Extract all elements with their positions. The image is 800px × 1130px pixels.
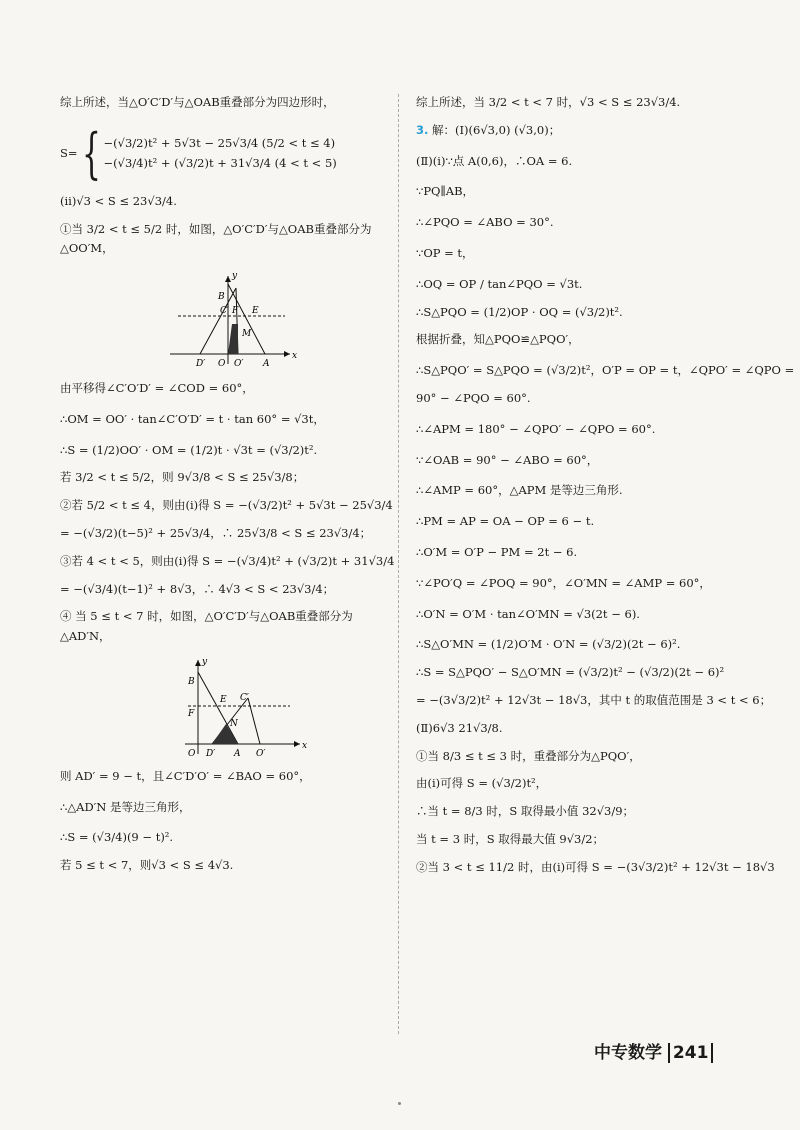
text-line: ∵OP = t， [416, 245, 474, 260]
label-O: O [218, 359, 226, 370]
text-line: ②当 3 < t ≤ 11/2 时，由(ⅰ)可得 S = −(3√3/2)t² + 12√3t − 18√3 [416, 859, 775, 874]
label-x: x [292, 351, 298, 362]
text-line: 由(ⅰ)可得 S = (√3/2)t²， [416, 776, 548, 791]
page-footer [594, 1038, 713, 1063]
label-M: M [242, 329, 252, 340]
label-x: x [302, 740, 308, 751]
formula-lhs: S= [60, 145, 78, 160]
text-line: ∵∠OAB = 90° − ∠ABO = 60°， [416, 452, 599, 467]
text-line: ①当 3/2 < t ≤ 5/2 时，如图，△O′C′D′与△OAB重叠部分为 [60, 221, 372, 236]
text-line: ∵∠PO′Q = ∠POQ = 90°，∠O′MN = ∠AMP = 60°， [416, 575, 711, 590]
right-column [416, 95, 795, 889]
segment-BA [198, 672, 238, 744]
text-line: (Ⅱ)(ⅰ)∵点 A(0,6)，∴OA = 6. [416, 153, 573, 168]
text-line: ∴∠AMP = 60°，△APM 是等边三角形. [416, 483, 623, 498]
figure-2 [60, 654, 404, 758]
text-line: ∴S = (√3/4)(9 − t)². [60, 830, 174, 845]
shaded-region [228, 324, 238, 354]
label-y: y [202, 656, 208, 667]
label-B: B [188, 676, 195, 687]
text-line: 若 3/2 < t ≤ 5/2，则 9√3/8 < S ≤ 25√3/8； [60, 470, 305, 485]
brace-icon: { [81, 121, 101, 185]
formula-case: −(√3/4)t² + (√3/2)t + 31√3/4 (4 < t < 5) [103, 155, 337, 170]
label-F: F [188, 708, 195, 719]
text-line: ∴S = S△PQO′ − S△O′MN = (√3/2)t² − (√3/2)(2t − 6)² [416, 665, 725, 680]
label-C: C′ [220, 306, 229, 317]
text-line: ∴∠APM = 180° − ∠QPO′ − ∠QPO = 60°. [416, 421, 656, 436]
label-y: y [232, 271, 238, 282]
label-F: F [232, 306, 239, 317]
piecewise-formula [60, 121, 404, 185]
text-line: ∴△AD′N 是等边三角形， [60, 799, 191, 814]
text-line: 根据折叠，知△PQO≌△PQO′， [416, 332, 580, 347]
label-O-prime: O′ [256, 748, 266, 758]
formula-case: −(√3/2)t² + 5√3t − 25√3/4 (5/2 < t ≤ 4) [103, 136, 336, 150]
text-line: 90° − ∠PQO = 60°. [416, 390, 531, 405]
text-line: ∴S△PQO′ = S△PQO = (√3/2)t²，O′P = OP = t，∠QPO′ = ∠QPO = [416, 363, 795, 378]
label-A: A [263, 359, 270, 370]
page-number: 241 [668, 1043, 714, 1063]
page-mark [398, 1102, 401, 1105]
problem-number: 3. [416, 122, 429, 137]
label-C: C′ [240, 692, 249, 703]
text-line: ∴∠PQO = ∠ABO = 30°. [416, 215, 554, 230]
text-line: ∴O′N = O′M · tan∠O′MN = √3(2t − 6). [416, 606, 640, 621]
text-line: 由平移得∠C′O′D′ = ∠COD = 60°， [60, 380, 254, 395]
text-line: 解：(Ⅰ)(6√3,0) (√3,0)； [432, 122, 561, 137]
text-line: (ⅱ)√3 < S ≤ 23√3/4. [60, 193, 177, 208]
segment-C-O [248, 698, 260, 744]
left-column [60, 96, 404, 890]
text-line: ∴S△PQO = (1/2)OP · OQ = (√3/2)t². [416, 304, 623, 319]
text-line: = −(√3/2)(t−5)² + 25√3/4，∴ 25√3/8 < S ≤ 23√3/4； [60, 525, 372, 540]
text-line: ∴S = (1/2)OO′ · OM = (1/2)t · √3t = (√3/2)t². [60, 442, 318, 457]
label-D: D′ [206, 748, 216, 758]
text-line: = −(3√3/2)t² + 12√3t − 18√3，其中 t 的取值范围是 3 < t < 6； [416, 692, 772, 707]
text-line: ∴当 t = 8/3 时，S 取得最小值 32√3/9； [416, 804, 635, 819]
label-B: B [218, 292, 225, 303]
label-A: A [234, 748, 241, 758]
text-line: ∴OQ = OP / tan∠PQO = √3t. [416, 276, 583, 291]
label-E: E [220, 694, 227, 705]
text-line: = −(√3/4)(t−1)² + 8√3，∴ 4√3 < S < 23√3/4； [60, 581, 335, 596]
label-O: O [188, 748, 196, 758]
label-N: N [230, 718, 238, 729]
text-line: 当 t = 3 时，S 取得最大值 9√3/2； [416, 831, 605, 846]
text-line: ∴O′M = O′P − PM = 2t − 6. [416, 544, 578, 559]
text-line: ④ 当 5 ≤ t < 7 时，如图，△O′C′D′与△OAB重叠部分为 [60, 609, 353, 624]
text-line: ②若 5/2 < t ≤ 4，则由(ⅰ)得 S = −(√3/2)t² + 5√3t − 25√3/4 [60, 498, 393, 513]
label-O-prime: O′ [234, 359, 244, 370]
text-line: (Ⅱ)6√3 21√3/8. [416, 720, 503, 735]
text-line: 若 5 ≤ t < 7，则√3 < S ≤ 4√3. [60, 858, 234, 873]
label-E: E [252, 306, 259, 317]
text-line: ∴OM = OO′ · tan∠C′O′D′ = t · tan 60° = √3t， [60, 411, 325, 426]
label-D: D′ [196, 359, 206, 370]
text-line: △OO′M， [60, 241, 114, 256]
book-label: 中专数学 [594, 1043, 662, 1063]
text-line: 综上所述，当△O′C′D′与△OAB重叠部分为四边形时， [60, 95, 335, 109]
text-line: ∵PQ∥AB， [416, 184, 475, 199]
text-line: ∴PM = AP = OA − OP = 6 − t. [416, 514, 595, 529]
text-line: ③若 4 < t < 5，则由(ⅰ)得 S = −(√3/4)t² + (√3/2)t + 31√3/4 [60, 553, 395, 568]
text-line: 综上所述，当 3/2 < t < 7 时，√3 < S ≤ 23√3/4. [416, 95, 681, 109]
text-line: ①当 8/3 ≤ t ≤ 3 时，重叠部分为△PQO′， [416, 748, 641, 763]
text-line: △AD′N， [60, 629, 111, 644]
text-line: ∴S△O′MN = (1/2)O′M · O′N = (√3/2)(2t − 6)². [416, 637, 681, 652]
text-line: 则 AD′ = 9 − t，且∠C′D′O′ = ∠BAO = 60°， [60, 768, 311, 783]
figure-1 [60, 266, 404, 370]
